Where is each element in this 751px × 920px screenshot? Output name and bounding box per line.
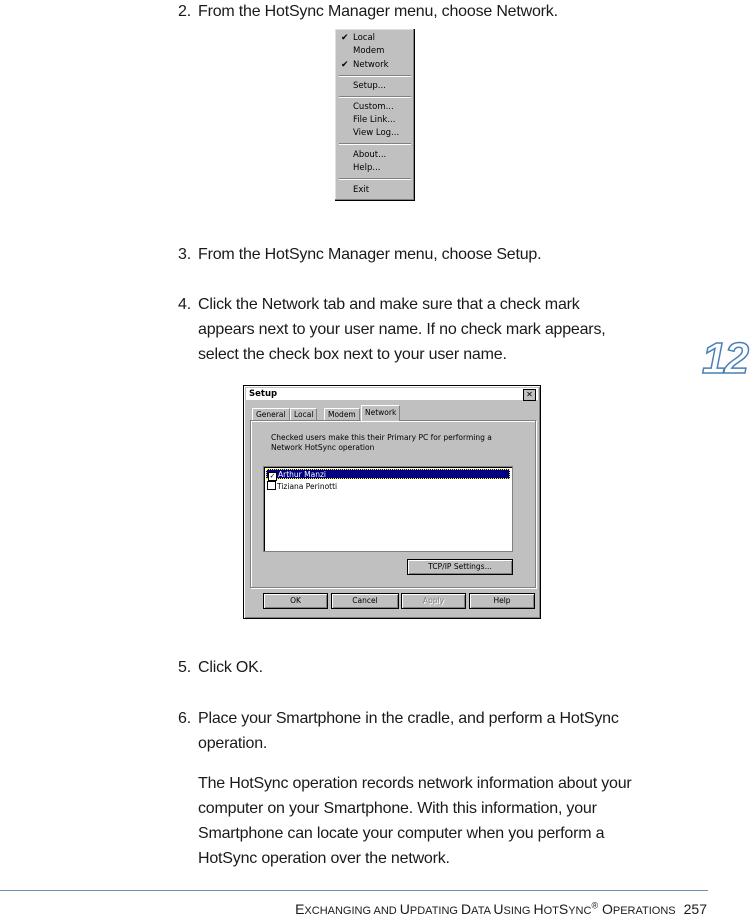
step-text: Click the Network tab and make sure that a check mark — [198, 296, 580, 313]
paragraph-line-1: The HotSync operation records network information about your — [198, 775, 632, 792]
step-5 — [178, 656, 263, 680]
menu-item-file-link[interactable]: File Link... — [353, 115, 396, 125]
paragraph-line-2: computer on your Smartphone. With this information, your — [198, 800, 597, 817]
page-number: 257 — [683, 900, 707, 917]
help-button[interactable]: Help — [469, 593, 535, 609]
footer-title: EXCHANGING AND UPDATING DATA USING HOTSYNC® OPERATIONS — [295, 900, 676, 917]
menu-separator — [339, 96, 411, 98]
list-item[interactable] — [266, 469, 510, 479]
footer-rule — [0, 890, 708, 891]
list-item[interactable] — [266, 481, 511, 491]
step-number: 4. — [178, 296, 191, 313]
step-text: Place your Smartphone in the cradle, and perform a HotSync — [198, 710, 619, 727]
menu-separator — [339, 143, 411, 145]
menu-item-about[interactable]: About... — [353, 150, 387, 160]
step-6-line-2: operation. — [198, 735, 268, 752]
tab-modem[interactable]: Modem — [324, 408, 360, 421]
setup-dialog — [243, 385, 541, 619]
step-2 — [178, 0, 558, 24]
step-4-line-3: select the check box next to your user name. — [198, 346, 507, 363]
step-number: 6. — [178, 710, 191, 727]
step-3 — [178, 243, 541, 267]
step-text: From the HotSync Manager menu, choose Network. — [198, 3, 558, 20]
step-text: From the HotSync Manager menu, choose Setup. — [198, 246, 542, 263]
user-checkbox[interactable]: ✓ — [269, 472, 276, 480]
chapter-number: 12 — [702, 334, 747, 383]
menu-item-modem[interactable]: Modem — [353, 46, 385, 56]
tab-network[interactable]: Network — [361, 405, 400, 421]
menu-separator — [339, 178, 411, 180]
step-number: 2. — [178, 3, 191, 20]
step-6 — [178, 707, 619, 731]
tab-general[interactable]: General — [252, 408, 290, 421]
step-text: Click OK. — [198, 659, 263, 676]
menu-item-custom[interactable]: Custom... — [353, 102, 394, 112]
menu-item-view-log[interactable]: View Log... — [353, 128, 400, 138]
user-list[interactable] — [263, 466, 513, 552]
check-mark-icon: ✔ — [341, 60, 349, 70]
step-4 — [178, 293, 580, 317]
user-checkbox[interactable] — [267, 481, 276, 490]
ok-button[interactable]: OK — [263, 593, 328, 609]
hotsync-context-menu — [334, 28, 416, 202]
running-footer — [295, 896, 707, 920]
apply-button[interactable]: Apply — [401, 593, 466, 609]
menu-item-network[interactable]: Network — [353, 60, 389, 70]
menu-item-help[interactable]: Help... — [353, 163, 381, 173]
user-name: Arthur Manzi — [278, 470, 326, 479]
check-mark-icon: ✔ — [341, 33, 349, 43]
close-icon[interactable]: ✕ — [523, 389, 536, 401]
tab-local[interactable]: Local — [290, 408, 317, 421]
dialog-title: Setup — [249, 389, 278, 399]
user-name: Tiziana Perinotti — [277, 482, 338, 491]
step-4-line-2: appears next to your user name. If no check mark appears, — [198, 321, 606, 338]
menu-item-exit[interactable]: Exit — [353, 185, 370, 195]
tcpip-settings-button[interactable]: TCP/IP Settings... — [407, 559, 513, 575]
step-number: 3. — [178, 246, 191, 263]
menu-item-local[interactable]: Local — [353, 33, 376, 43]
paragraph-line-3: Smartphone can locate your computer when you perform a — [198, 825, 605, 842]
instruction-line-2: Network HotSync operation — [271, 443, 375, 452]
step-number: 5. — [178, 659, 191, 676]
menu-item-setup[interactable]: Setup... — [353, 81, 386, 91]
dialog-titlebar — [246, 388, 538, 400]
menu-separator — [339, 75, 411, 77]
cancel-button[interactable]: Cancel — [331, 593, 399, 609]
paragraph-line-4: HotSync operation over the network. — [198, 850, 450, 867]
instruction-line-1: Checked users make this their Primary PC for performing a — [271, 433, 492, 442]
